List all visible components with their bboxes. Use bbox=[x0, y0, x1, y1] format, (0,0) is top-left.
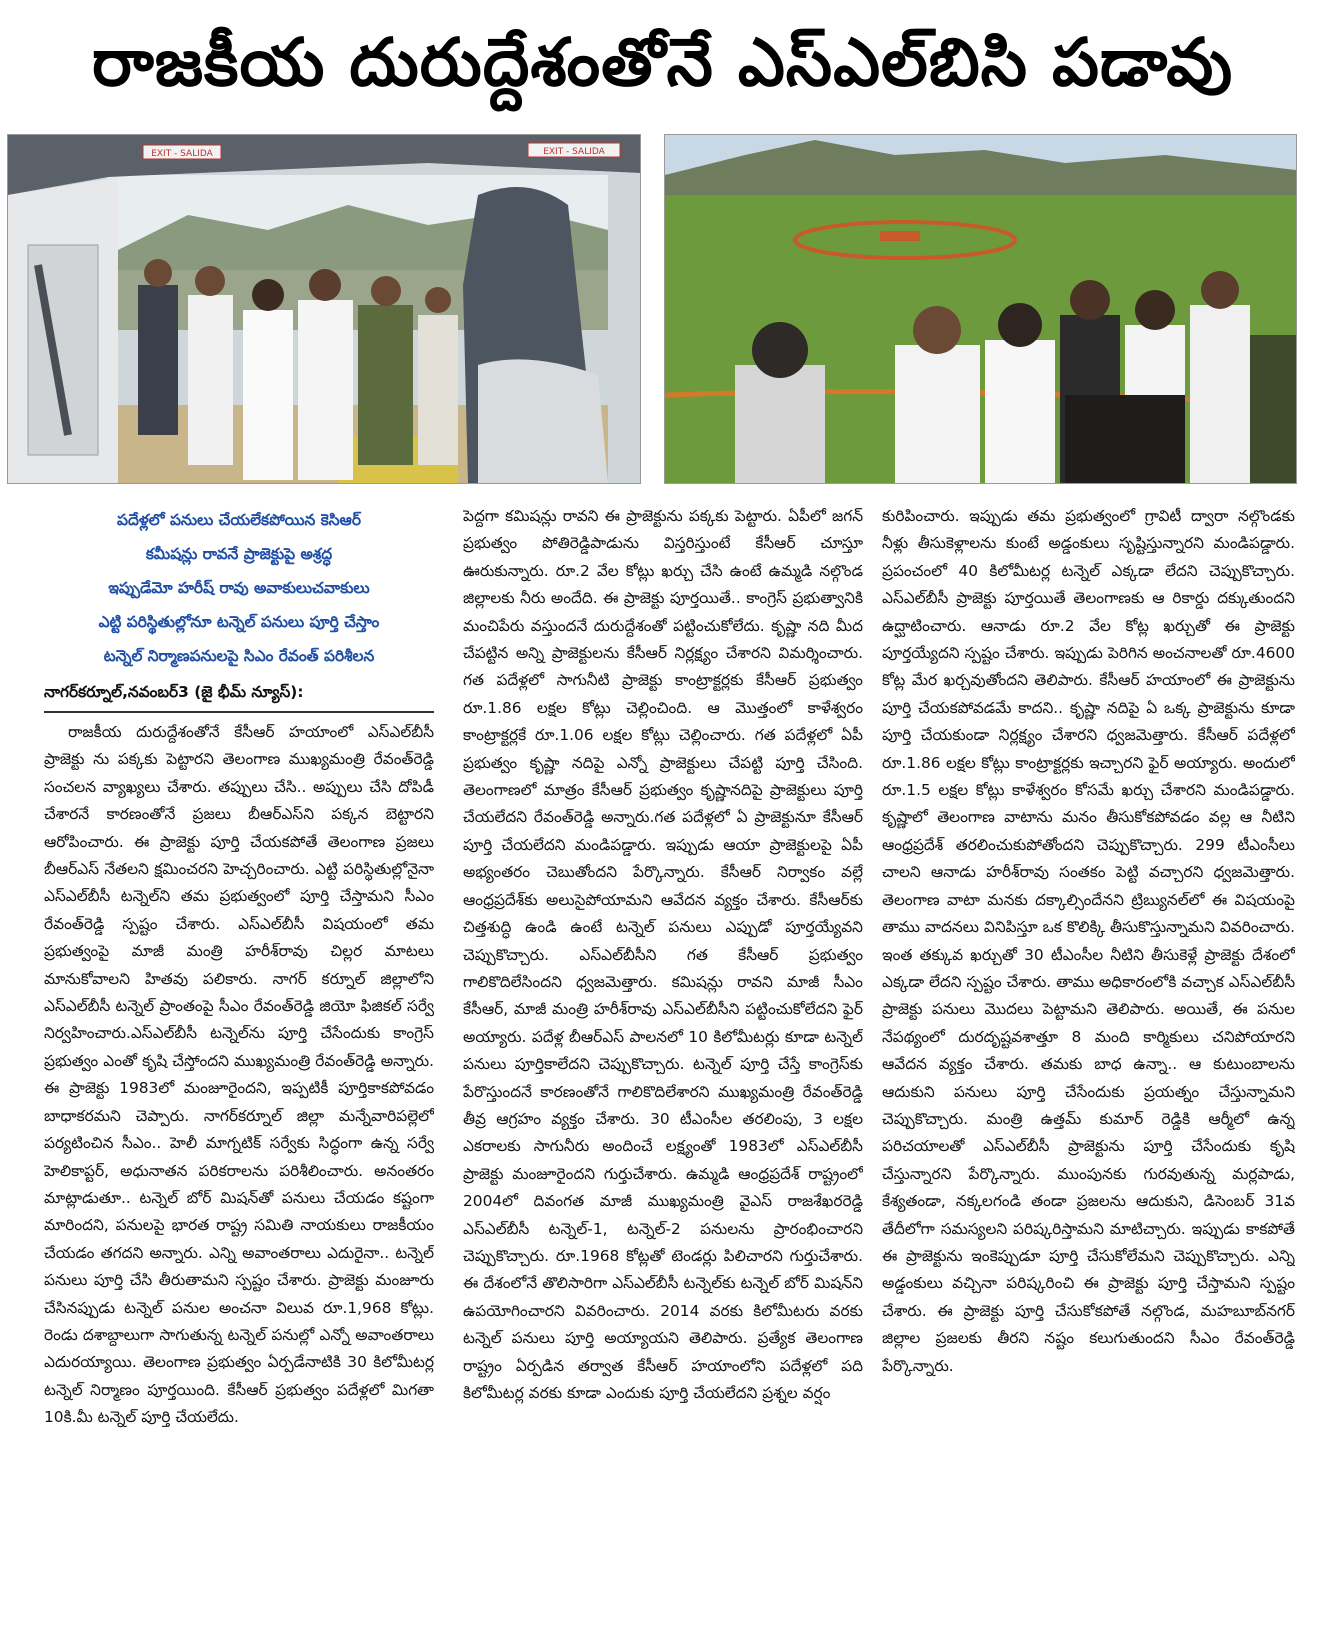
sub-headings bbox=[44, 503, 434, 673]
headline: రాజకీయ దురుద్దేశంతోనే ఎస్ఎల్‌బిసి పడావు bbox=[91, 24, 1234, 101]
article-column-2 bbox=[463, 503, 863, 1640]
sub-heading: ఎట్టి పరిస్థితుల్లోనూ టన్నెల్ పనులు పూర్తి చేస్తాం bbox=[98, 613, 380, 631]
article-text-column-3: కురిపించారు. ఇప్పుడు తమ ప్రభుత్వంలో గ్రావిటీ ద్వారా నల్గొండకు నీళ్లు తీసుకెళ్లాలను కుంటే అడ్డంకులు సృష్టిస్తున్నారని మండిపడ్డారు. ప్రపంచంలో 40 కిలోమీటర్ల టన్నెల్ ఎక్కడా లేదని చెప్పుకొచ్చారు. ఎస్‌ఎల్‌బీసీ ప్రాజెక్టు పూర్తయితే తెలంగాణకు ఆ రికార్డు దక్కుతుందని ఉద్ఘాటించారు. ఆనాడు రూ.2 వేల కోట్ల ఖర్చుతో ఈ ప్రాజెక్టు పూర్తయ్యేదని స్పష్టం చేశారు. ఇప్పుడు పెరిగిన అంచనాలతో రూ.4600 కోట్ల మేర ఖర్చవుతోందని తెలిపారు. కేసీఆర్ హయాంలో ఈ ప్రాజెక్టును పూర్తి చేయకపోవడమే కాదని.. కృష్ణా నదిపై ఏ ఒక్క ప్రాజెక్టును కూడా పూర్తి చేయకుండా నిర్లక్ష్యం చేశారని ధ్వజమెత్తారు. కేసీఆర్ పదేళ్లలో రూ.1.86 లక్షల కోట్లు కాంట్రాక్టర్లకు ఇచ్చారని ఫైర్ అయ్యారు. అందులో రూ.1.5 లక్షల కోట్లు కాళేశ్వరం కోసమే ఖర్చు చేశారని మండిపడ్డారు. కృష్ణాలో తెలంగాణ వాటాను మనం తీసుకోకపోవడం వల్ల ఆ నీటిని ఆంధ్రప్రదేశ్ తరలించుకుపోతోందని చెప్పుకొచ్చారు. 299 టీఎంసీలు చాలని ఆనాడు హరీశ్‌రావు సంతకం పెట్టి వచ్చారని ధ్వజమెత్తారు. తెలంగాణ వాటా మనకు దక్కాల్సిందేనని ట్రిబ్యునల్‌లో ఈ విషయంపై తాము వాదనలు వినిపిస్తూ ఒక కొలిక్కి తీసుకొస్తున్నామని వివరించారు. ఇంత తక్కువ ఖర్చుతో 30 టీఎంసీల నీటిని తీసుకెళ్లే ప్రాజెక్టు దేశంలో ఎక్కడా లేదని స్పష్టం చేశారు. తాము అధికారంలోకి వచ్చాక ఎస్‌ఎల్‌బీసీ ప్రాజెక్టు పనులు మొదలు పెట్టామని తెలిపారు. అయితే, ఈ పనుల నేపథ్యంలో దురదృష్టవశాత్తూ 8 మంది కార్మికులు చనిపోయారని ఆవేదన వ్యక్తం చేశారు. తమకు బాధ ఉన్నా.. ఆ కుటుంబాలను ఆదుకుని పనులు పూర్తి చేసేందుకు ప్రయత్నం చేస్తున్నామని చెప్పుకొచ్చారు. మంత్రి ఉత్తమ్ కుమార్ రెడ్డికి ఆర్మీలో ఉన్న పరిచయాలతో ఎస్‌ఎల్‌బీసీ ప్రాజెక్టును పూర్తి చేసేందుకు కృషి చేస్తున్నారని పేర్కొన్నారు. ముంపునకు గురవుతున్న మర్లపాడు, కేశ్యతండా, నక్కలగండి తండా ప్రజలను ఆదుకుని, డిసెంబర్ 31వ తేదీలోగా సమస్యలని పరిష్కరిస్తామని మాటిచ్చారు. ఇప్పుడు కాకపోతే ఈ ప్రాజెక్టును ఇంకెప్పుడూ పూర్తి చేసుకోలేమని చెప్పుకొచ్చారు. ఎన్ని అడ్డంకులు వచ్చినా పరిష్కరించి ఈ ప్రాజెక్టు పూర్తి చేస్తామని స్పష్టం చేశారు. ఈ ప్రాజెక్టు పూర్తి చేసుకోకపోతే నల్గొండ, మహబూబ్‌నగర్ జిల్లాల ప్రజలకు తీరని నష్టం కలుగుతుందని సీఎం రేవంత్‌రెడ్డి పేర్కొన్నారు. bbox=[882, 507, 1295, 1375]
sub-heading: పదేళ్లలో పనులు చేయలేకపోయిన కెసిఆర్ bbox=[117, 511, 361, 529]
dateline: నాగర్‌కర్నూల్,నవంబర్3 (జై భీమ్ న్యూస్): bbox=[44, 677, 434, 713]
article-column-1 bbox=[44, 503, 434, 1640]
sub-heading: టన్నెల్ నిర్మాణపనులపై సిఎం రేవంత్ పరిశీలన bbox=[103, 647, 375, 665]
sub-heading: కమీషన్లు రావనే ప్రాజెక్టుపై అశ్రద్ధ bbox=[145, 545, 333, 563]
article-text-column-2: పెద్దగా కమిషన్లు రావని ఈ ప్రాజెక్టును పక్కకు పెట్టారు. ఏపీలో జగన్ ప్రభుత్వం పోతిరెడ్డిపాడును విస్తరిస్తుంటే కేసీఆర్ చూస్తూ ఊరుకున్నారు. రూ.2 వేల కోట్లు ఖర్చు చేసి ఉంటే ఉమ్మడి నల్గొండ జిల్లాలకు నీరు అందేది. ఈ ప్రాజెక్టు పూర్తయితే.. కాంగ్రెస్ ప్రభుత్వానికి మంచిపేరు వస్తుందనే దురుద్దేశంతో పట్టించుకోలేదు. కృష్ణా నది మీద చేపట్టిన అన్ని ప్రాజెక్టులను కేసీఆర్ నిర్లక్ష్యం చేశారని విమర్శించారు. గత పదేళ్లలో సాగునీటి ప్రాజెక్టు కాంట్రాక్టర్లకు కేసీఆర్ ప్రభుత్వం రూ.1.86 లక్షల కోట్లు చెల్లించింది. ఆ మొత్తంలో కాళేశ్వరం కాంట్రాక్టర్లకే రూ.1.06 లక్షల కోట్లు చెల్లించారు. గత పదేళ్లలో ఏపీ ప్రభుత్వం కృష్ణా నదిపై ఎన్నో ప్రాజెక్టులు చేపట్టి పూర్తి చేసింది. తెలంగాణలో మాత్రం కేసీఆర్ ప్రభుత్వం కృష్ణానదిపై ప్రాజెక్టులు పూర్తి చేయలేదని రేవంత్‌రెడ్డి అన్నారు.గత పదేళ్లలో ఏ ప్రాజెక్టునూ కేసీఆర్ పూర్తి చేయలేదని మండిపడ్డారు. ఇప్పుడు ఆయా ప్రాజెక్టులపై ఏపీ అభ్యంతరం చెబుతోందని పేర్కొన్నారు. కేసీఆర్ నిర్వాకం వల్లే ఆంధ్రప్రదేశ్‌కు అలుసైపోయామని ఆవేదన వ్యక్తం చేశారు. కేసీఆర్‌కు చిత్తశుద్ధి ఉండి ఉంటే టన్నెల్ పనులు ఎప్పుడో పూర్తయ్యేవని చెప్పుకొచ్చారు. ఎస్‌ఎల్‌బీసీని గత కేసీఆర్ ప్రభుత్వం గాలికొదిలేసిందని ధ్వజమెత్తారు. కమిషన్లు రావని మాజీ సీఎం కేసీఆర్, మాజీ మంత్రి హరీశ్‌రావు ఎస్‌ఎల్‌బీసీని పట్టించుకోలేదని ఫైర్ అయ్యారు. పదేళ్ల బీఆర్‌ఎస్ పాలనలో 10 కిలోమీటర్లు కూడా టన్నెల్ పనులు పూర్తికాలేదని చెప్పుకొచ్చారు. టన్నెల్ పూర్తి చేస్తే కాంగ్రెస్‌కు పేరొస్తుందనే కారణంతోనే గాలికొదిలేశారని ముఖ్యమంత్రి రేవంత్‌రెడ్డి తీవ్ర ఆగ్రహం వ్యక్తం చేశారు. 30 టీఎంసీల తరలింపు, 3 లక్షల ఎకరాలకు సాగునీరు అందించే లక్ష్యంతో 1983లో ఎస్‌ఎల్‌బీసీ ప్రాజెక్టు మంజూరైందని గుర్తుచేశారు. ఉమ్మడి ఆంధ్రప్రదేశ్ రాష్ట్రంలో 2004లో దివంగత మాజీ ముఖ్యమంత్రి వైఎస్ రాజశేఖరరెడ్డి ఎస్‌ఎల్‌బీసీ టన్నెల్-1, టన్నెల్-2 పనులను ప్రారంభించారని చెప్పుకొచ్చారు. రూ.1968 కోట్లతో టెండర్లు పిలిచారని గుర్తుచేశారు. ఈ దేశంలోనే తొలిసారిగా ఎస్‌ఎల్‌బీసీ టన్నెల్‌కు టన్నెల్ బోర్ మిషన్‌ని ఉపయోగించారని వివరించారు. 2014 వరకు కిలోమీటరు వరకు టన్నెల్ పనులు పూర్తి అయ్యాయని తెలిపారు. ప్రత్యేక తెలంగాణ రాష్ట్రం ఏర్పడిన తర్వాత కేసీఆర్ హయాంలోని పదేళ్లలో పది కిలోమీటర్ల వరకు కూడా ఎందుకు పూర్తి చేయలేదని ప్రశ్నల వర్షం bbox=[463, 507, 863, 1402]
sub-heading: ఇప్పుడేమో హరీష్ రావు అవాకులుచవాకులు bbox=[108, 579, 370, 597]
article-text-column-1: రాజకీయ దురుద్దేశంతోనే కేసీఆర్ హయాంలో ఎస్‌ఎల్‌బీసీ ప్రాజెక్టు ను పక్కకు పెట్టారని తెలంగాణ ముఖ్యమంత్రి రేవంత్‌రెడ్డి సంచలన వ్యాఖ్యలు చేశారు. తప్పులు చేసి.. అప్పులు చేసి దోపిడీ చేశారనే కారణంతోనే ప్రజలు బీఆర్‌ఎస్‌ని పక్కన బెట్టారని ఆరోపించారు. ఈ ప్రాజెక్టు పూర్తి చేయకపోతే తెలంగాణ ప్రజలు బీఆర్‌ఎస్ నేతలని క్షమించరని హెచ్చరించారు. ఎట్టి పరిస్థితుల్లోనైనా ఎస్‌ఎల్‌బీసీ టన్నెల్‌ని తమ ప్రభుత్వంలో పూర్తి చేస్తామని సీఎం రేవంత్‌రెడ్డి స్పష్టం చేశారు. ఎస్‌ఎల్‌బీసీ విషయంలో తమ ప్రభుత్వంపై మాజీ మంత్రి హరీశ్‌రావు చిల్లర మాటలు మానుకోవాలని హితవు పలికారు. నాగర్ కర్నూల్ జిల్లాలోని ఎస్‌ఎల్‌బీసీ టన్నెల్ ప్రాంతంపై సీఎం రేవంత్‌రెడ్డి జియో ఫిజికల్ సర్వే నిర్వహించారు.ఎస్‌ఎల్‌బీసీ టన్నెల్‌ను పూర్తి చేసేందుకు కాంగ్రెస్ ప్రభుత్వం ఎంతో కృషి చేస్తోందని ముఖ్యమంత్రి రేవంత్‌రెడ్డి అన్నారు. ఈ ప్రాజెక్టు 1983లో మంజూరైందని, ఇప్పటికీ పూర్తికాకపోవడం బాధాకరమని చెప్పారు. నాగర్‌కర్నూల్ జిల్లా మన్నేవారిపల్లెలో పర్యటించిన సీఎం.. హెలీ మాగ్నటిక్ సర్వేకు సిద్ధంగా ఉన్న సర్వే హెలికాప్టర్, అధునాతన పరికరాలను పరిశీలించారు. అనంతరం మాట్లాడుతూ.. టన్నెల్ బోర్ మిషన్‌తో పనులు చేయడం కష్టంగా మారిందని, పనులపై భారత రాష్ట్ర సమితి నాయకులు రాజకీయం చేయడం తగదని అన్నారు. ఎన్ని అవాంతరాలు ఎదురైనా.. టన్నెల్ పనులు పూర్తి చేసి తీరుతామని స్పష్టం చేశారు. ప్రాజెక్టు మంజూరు చేసినప్పుడు టన్నెల్ పనుల అంచనా విలువ రూ.1,968 కోట్లు. రెండు దశాబ్దాలుగా సాగుతున్న టన్నెల్ పనుల్లో ఎన్నో అవాంతరాలు ఎదురయ్యాయి. తెలంగాణ ప్రభుత్వం ఏర్పడేనాటికి 30 కిలోమీటర్ల టన్నెల్ నిర్మాణం పూర్తయింది. కేసీఆర్ ప్రభుత్వం పదేళ్లలో మిగతా 10కి.మీ టన్నెల్ పూర్తి చేయలేదు. bbox=[44, 723, 434, 1427]
exit-sign-2: EXIT - SALIDA bbox=[543, 147, 605, 157]
article-column-3 bbox=[882, 503, 1295, 1640]
field-inspection-photo bbox=[664, 134, 1297, 484]
helicopter-interior-photo bbox=[7, 134, 641, 484]
exit-sign-1: EXIT - SALIDA bbox=[151, 149, 213, 159]
